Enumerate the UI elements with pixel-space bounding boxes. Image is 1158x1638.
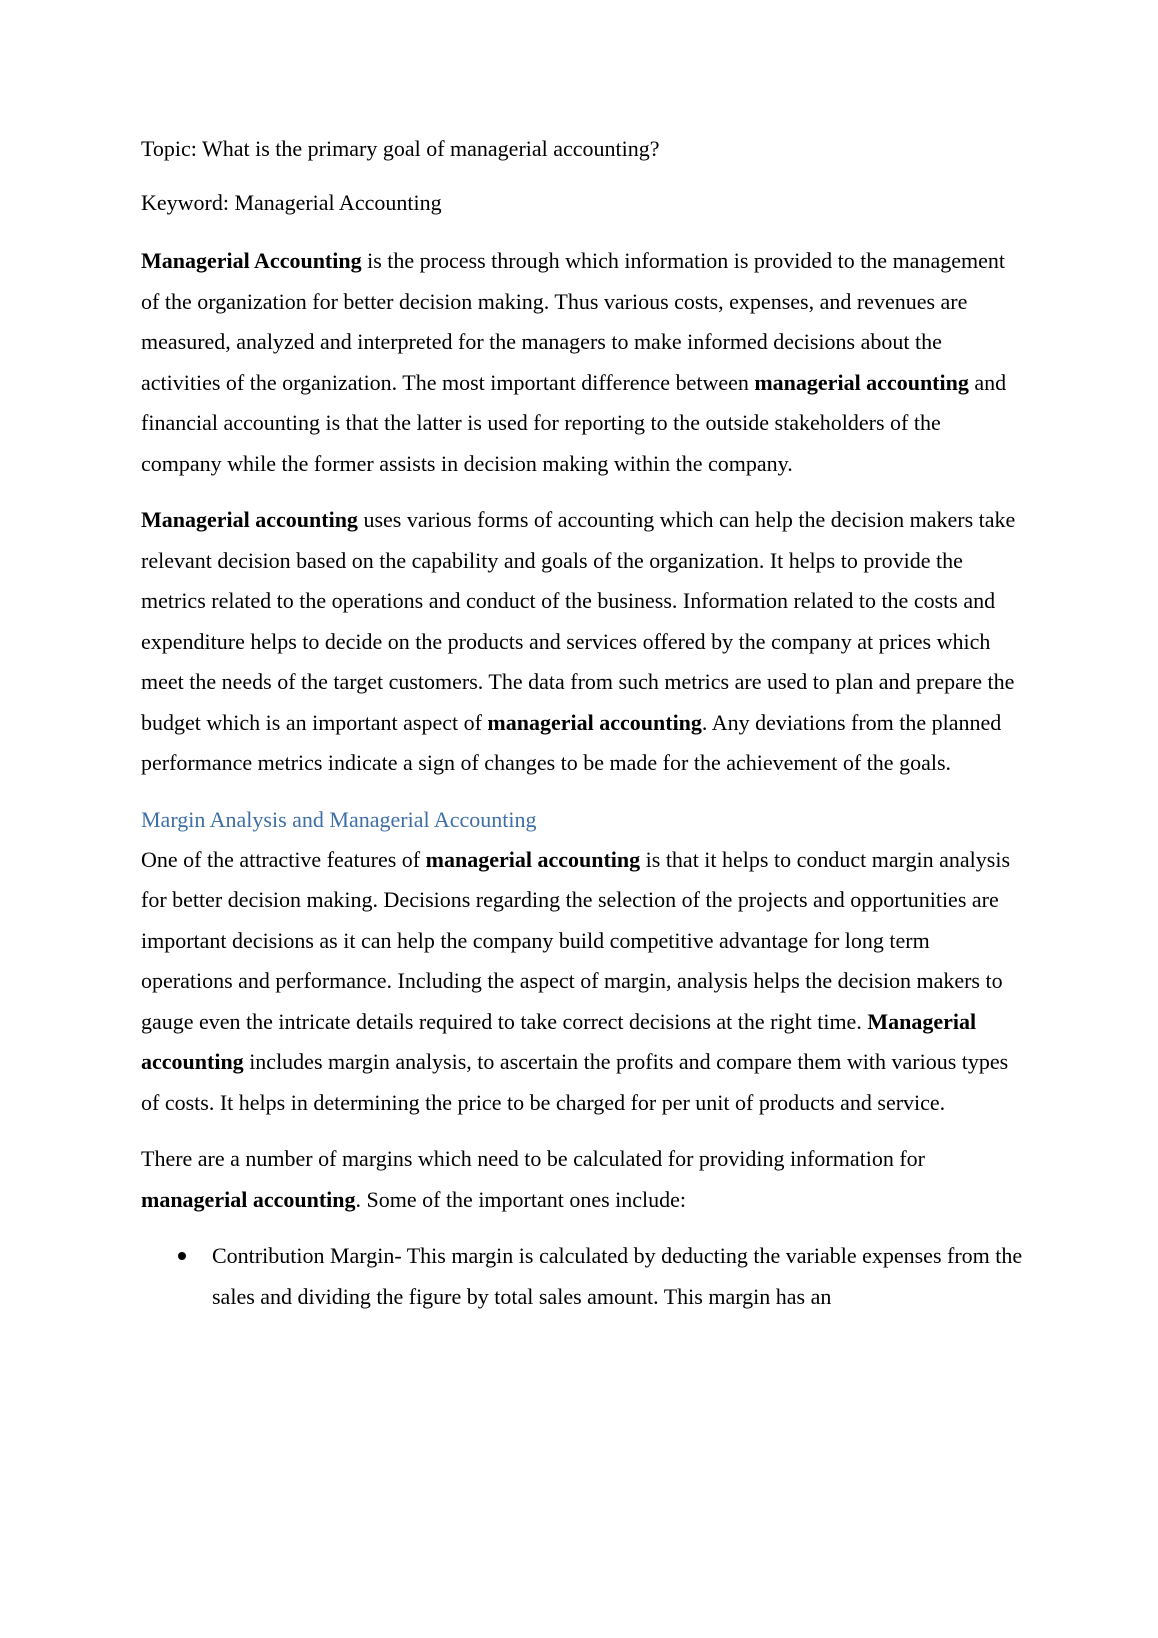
paragraph-text: One of the attractive features of <box>141 846 426 872</box>
bold-term: managerial accounting <box>141 1186 356 1212</box>
topic-line: Topic: What is the primary goal of managerial accounting? <box>141 136 660 161</box>
list-item-text: Contribution Margin- This margin is calculated by deducting the variable expenses from the sales and dividing the figure by total sales amount. This margin has an <box>212 1243 1023 1309</box>
bold-term: managerial accounting <box>487 709 702 735</box>
paragraph-1 <box>141 241 1026 484</box>
paragraph-4 <box>141 1139 1026 1220</box>
paragraph-text: uses various forms of accounting which can help the decision makers take relevant decision based on the capability and goals of the organization. It helps to provide the metrics related to the operations and conduct of the business. Information related to the costs and expenditure helps to decide on the products and services offered by the company at prices which meet the needs of the target customers. The data from such metrics are used to plan and prepare the budget which is an important aspect of <box>141 507 1016 735</box>
paragraph-text: is that it helps to conduct margin analysis for better decision making. Decisions regarding the selection of the projects and opportunities are important decisions as it can help the company build competitive advantage for long term operations and performance. Including the aspect of margin, analysis helps the decision makers to gauge even the intricate details required to take correct decisions at the right time. <box>141 846 1011 1034</box>
paragraph-text: is the process through which information is provided to the management of the organization for better decision making. Thus various costs, expenses, and revenues are measured, analyzed and interpreted for the managers to make informed decisions about the activities of the organization. The most important difference between <box>141 248 1005 395</box>
section-heading: Margin Analysis and Managerial Accounting <box>141 806 537 832</box>
paragraph-text: includes margin analysis, to ascertain the profits and compare them with various types of costs. It helps in determining the price to be charged for per unit of products and service. <box>141 1049 1009 1115</box>
list-item <box>141 1236 1026 1317</box>
paragraph-2 <box>141 500 1026 784</box>
paragraph-text: . Some of the important ones include: <box>355 1186 687 1212</box>
bold-term: Managerial Accounting <box>141 248 362 273</box>
paragraph-text: There are a number of margins which need to be calculated for providing information for <box>141 1146 925 1171</box>
paragraph-3 <box>141 840 1026 1124</box>
bold-term: managerial accounting <box>425 846 641 872</box>
bold-term: managerial accounting <box>754 369 969 395</box>
paragraph-text: and financial accounting is that the latter is used for reporting to the outside stakeholders of the company while the former assists in decision making within the company. <box>141 369 1007 476</box>
bold-term: Managerial accounting <box>141 507 358 532</box>
bullet-icon <box>178 1252 186 1260</box>
paragraph-text: . Any deviations from the planned performance metrics indicate a sign of changes to be made for the achievement of the goals. <box>141 709 1002 775</box>
document-page <box>141 133 1026 1317</box>
bold-term: Managerial accounting <box>141 1008 977 1074</box>
margin-list <box>141 1236 1026 1317</box>
keyword-line: Keyword: Managerial Accounting <box>141 190 442 215</box>
